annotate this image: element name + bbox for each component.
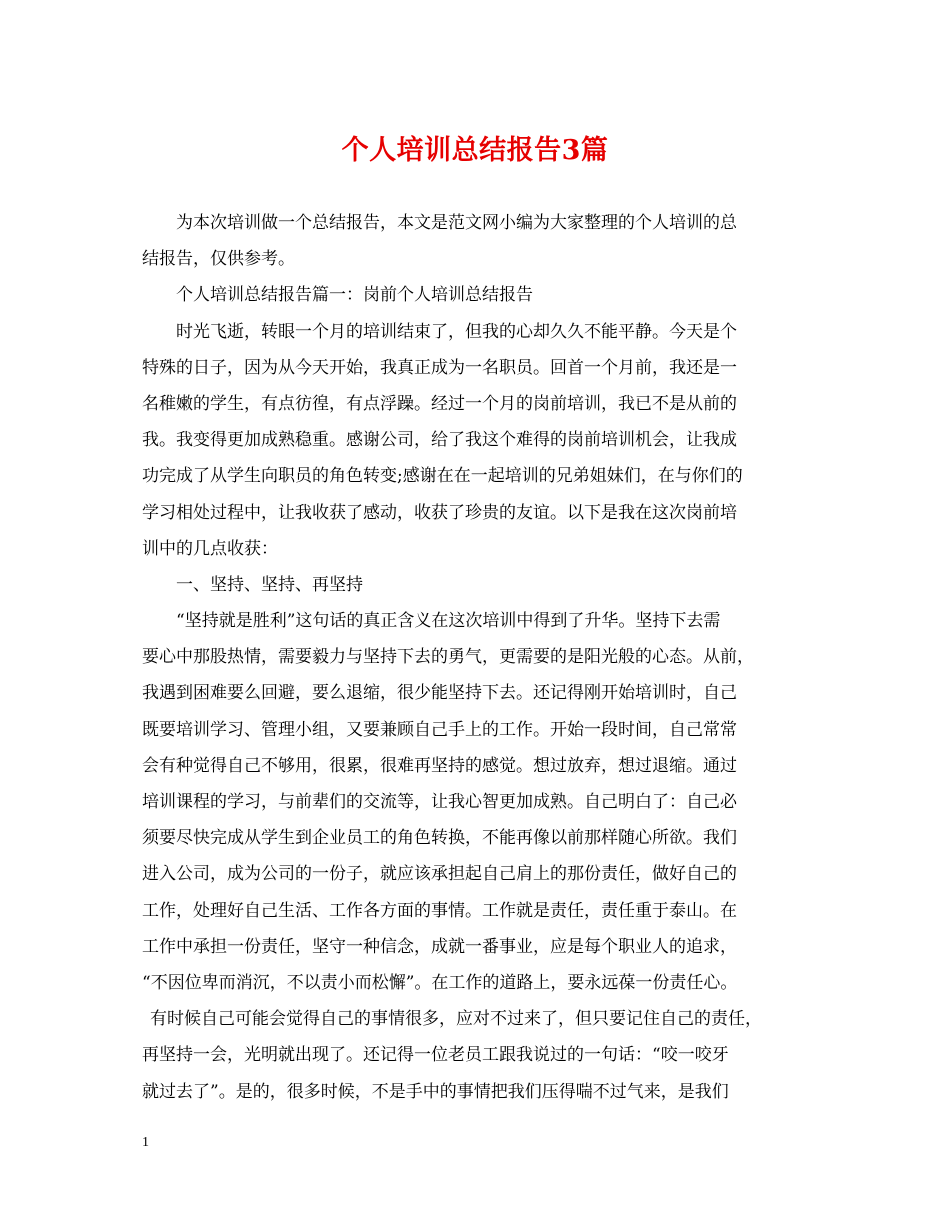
paragraph-line: 会有种觉得自己不够用，很累，很难再坚持的感觉。想过放弃，想过退缩。通过	[142, 755, 737, 776]
paragraph-line: 进入公司，成为公司的一份子，就应该承担起自己肩上的那份责任，做好自己的	[142, 864, 737, 885]
paragraph-line: 训中的几点收获：	[142, 538, 278, 559]
paragraph-line: 学习相处过程中，让我收获了感动，收获了珍贵的友谊。以下是我在这次岗前培	[142, 502, 737, 523]
paragraph-line: 工作，处理好自己生活、工作各方面的事情。工作就是责任，责任重于泰山。在	[142, 900, 737, 921]
document-body	[142, 205, 812, 1110]
paragraph-line: 培训课程的学习，与前辈们的交流等，让我心智更加成熟。自己明白了：自己必	[142, 792, 737, 812]
paragraph-line: 既要培训学习、管理小组，又要兼顾自己手上的工作。开始一段时间，自己常常	[142, 719, 737, 740]
paragraph-line: 再坚持一会，光明就出现了。还记得一位老员工跟我说过的一句话：“咬一咬牙	[142, 1045, 729, 1066]
paragraph-line: 我遇到困难要么回避，要么退缩，很少能坚持下去。还记得刚开始培训时，自己	[142, 683, 737, 704]
paragraph-line: 时光飞逝，转眼一个月的培训结束了，但我的心却久久不能平静。今天是个	[176, 321, 737, 342]
paragraph-line: 为本次培训做一个总结报告，本文是范文网小编为大家整理的个人培训的总	[176, 213, 737, 233]
page-number: 1	[142, 1135, 149, 1150]
paragraph-line: 须要尽快完成从学生到企业员工的角色转换，不能再像以前那样随心所欲。我们	[142, 828, 737, 849]
section-heading: 一、坚持、坚持、再坚持	[176, 574, 363, 595]
paragraph-line: 要心中那股热情，需要毅力与坚持下去的勇气，更需要的是阳光般的心态。从前，	[142, 647, 754, 668]
paragraph-line: 结报告，仅供参考。	[142, 249, 295, 270]
paragraph-line: “不因位卑而消沉，不以责小而松懈”。在工作的道路上，要永远葆一份责任心。	[142, 972, 738, 993]
paragraph-line: 名稚嫩的学生，有点彷徨，有点浮躁。经过一个月的岗前培训，我已不是从前的	[142, 393, 737, 414]
paragraph-line: 工作中承担一份责任，坚守一种信念，成就一番事业，应是每个职业人的追求，	[142, 936, 737, 957]
paragraph-line: 就过去了”。是的，很多时候，不是手中的事情把我们压得喘不过气来，是我们	[142, 1081, 729, 1102]
paragraph-line: 功完成了从学生向职员的角色转变;感谢在在一起培训的兄弟姐妹们，在与你们的	[142, 466, 743, 487]
paragraph-line: 特殊的日子，因为从今天开始，我真正成为一名职员。回首一个月前，我还是一	[142, 357, 737, 378]
paragraph-line: “坚持就是胜利”这句话的真正含义在这次培训中得到了升华。坚持下去需	[176, 611, 721, 632]
document-title: 个人培训总结报告3篇	[341, 135, 609, 166]
paragraph-line: 有时候自己可能会觉得自己的事情很多，应对不过来了，但只要记住自己的责任，	[150, 1009, 762, 1030]
section-heading: 个人培训总结报告篇一：岗前个人培训总结报告	[176, 285, 533, 306]
paragraph-line: 我。我变得更加成熟稳重。感谢公司，给了我这个难得的岗前培训机会，让我成	[142, 430, 737, 451]
